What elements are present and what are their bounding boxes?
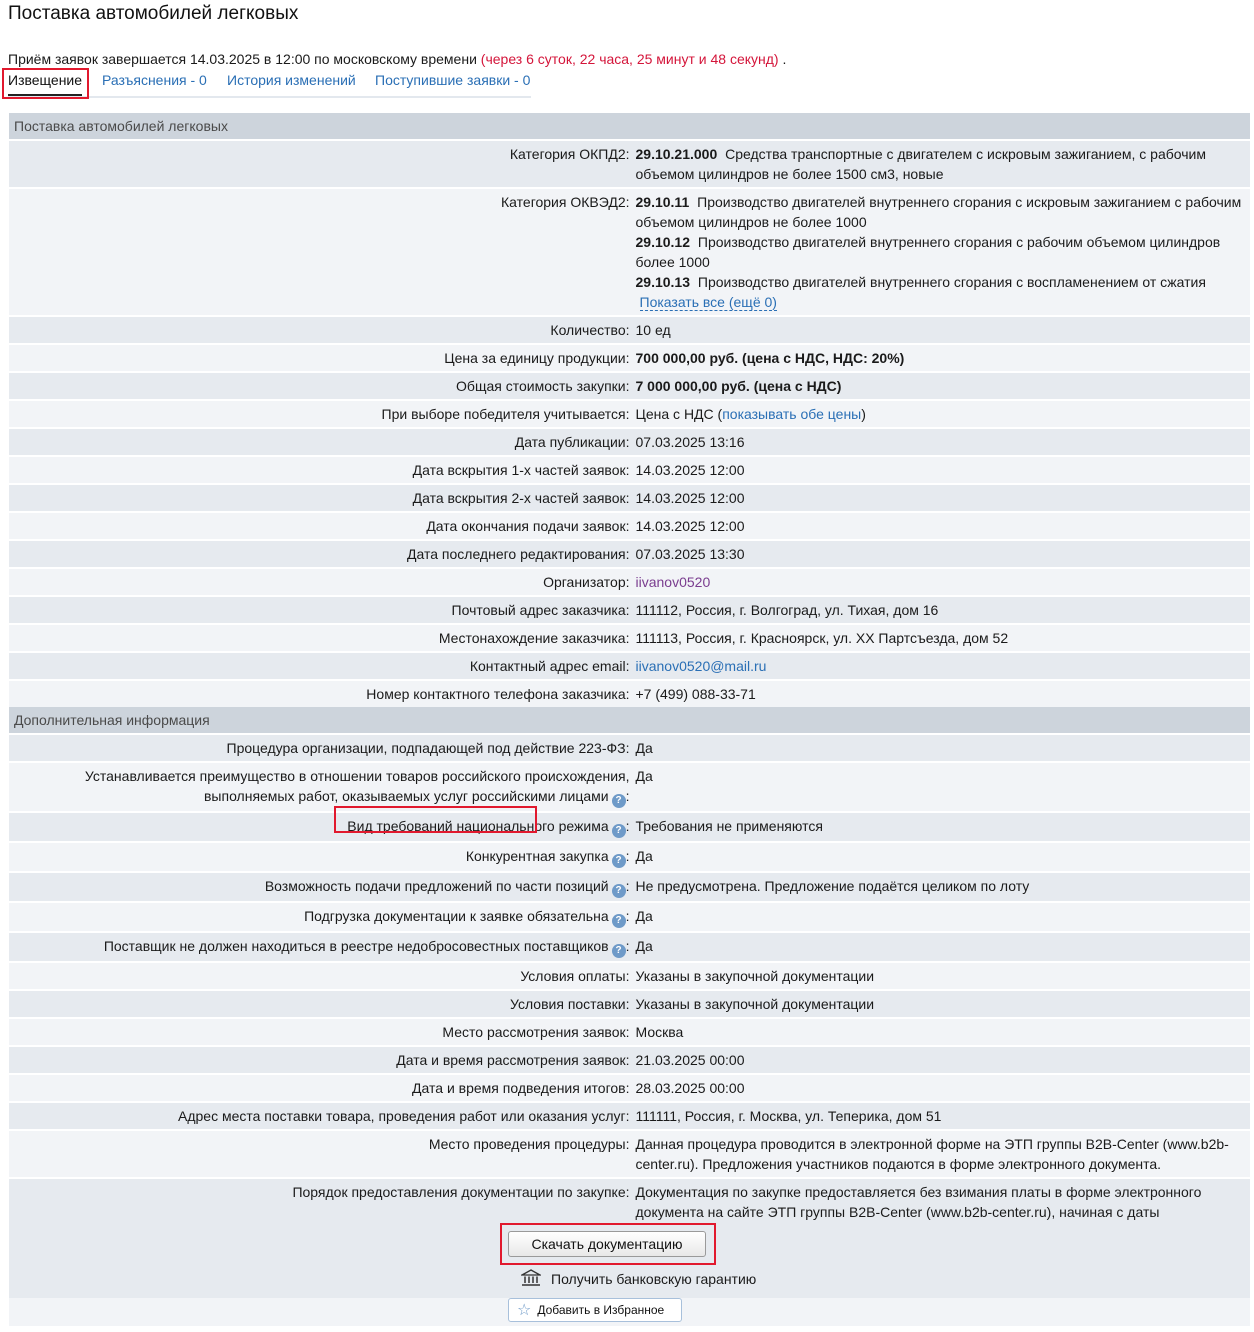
row-label-text: Конкурентная закупка (465, 848, 609, 864)
add-to-favorites-label: Добавить в Избранное (537, 1303, 665, 1317)
row-label-text: Возможность подачи предложений по части позиций (264, 878, 609, 894)
table-row (9, 734, 1250, 762)
table-row (9, 680, 1250, 707)
row-value: 07.03.2025 13:30 (630, 540, 1251, 568)
table-row (9, 1018, 1250, 1046)
tab-change-history[interactable]: История изменений (227, 72, 356, 88)
deadline-text: Приём заявок завершается 14.03.2025 в 12:00 по московскому времени (8, 51, 477, 67)
row-value: 14.03.2025 12:00 (630, 456, 1251, 484)
table-row (9, 902, 1250, 932)
tab-clarifications[interactable]: Разъяснения - 0 (102, 72, 207, 88)
okved2-code: 29.10.12 (635, 234, 690, 250)
row-value: 700 000,00 руб. (цена с НДС, НДС: 20%) (630, 344, 1251, 372)
row-label (9, 932, 630, 962)
table-row (9, 842, 1250, 872)
row-label (9, 762, 630, 812)
help-circle-icon[interactable]: ? (612, 884, 626, 898)
winner-criteria-close: ) (861, 406, 866, 422)
row-label: Дата вскрытия 2-х частей заявок: (9, 484, 630, 512)
row-label: Цена за единицу продукции: (9, 344, 630, 372)
deadline-suffix: . (782, 51, 787, 67)
show-all-link[interactable]: Показать все (ещё 0) (639, 294, 777, 310)
row-value: Документация по закупке предоставляется без взимания платы в форме электронного документа на сайте ЭТП группы B2B-Center (www.b2b-center.ru), начиная с даты (630, 1178, 1251, 1246)
row-label: Условия оплаты: (9, 962, 630, 990)
table-row (9, 540, 1250, 568)
row-value: Да (630, 902, 1251, 932)
row-value: Требования не применяются (630, 812, 1251, 842)
tab-received-bids[interactable]: Поступившие заявки - 0 (375, 72, 531, 88)
row-value (630, 652, 1251, 680)
label-colon: : (625, 878, 630, 894)
okpd2-code: 29.10.21.000 (635, 146, 718, 162)
row-value: Указаны в закупочной документации (630, 962, 1251, 990)
row-value: 111112, Россия, г. Волгоград, ул. Тихая, дом 16 (630, 596, 1251, 624)
table-row (9, 990, 1250, 1018)
table-row (9, 188, 1250, 316)
table-row (9, 1046, 1250, 1074)
table-row (9, 344, 1250, 372)
section-header-additional: Дополнительная информация (9, 707, 1250, 734)
bank-guarantee-label: Получить банковскую гарантию (551, 1271, 757, 1287)
table-row (9, 428, 1250, 456)
table-row (9, 1130, 1250, 1178)
label-colon: : (625, 848, 630, 864)
deadline-notice (8, 51, 786, 67)
row-value: 10 ед (630, 316, 1251, 344)
row-label: Дата и время подведения итогов: (9, 1074, 630, 1102)
bank-guarantee-link[interactable] (521, 1269, 756, 1287)
row-value (630, 568, 1251, 596)
row-value: Да (630, 734, 1251, 762)
tab-notice[interactable]: Извещение (8, 72, 83, 88)
row-label: Дата последнего редактирования: (9, 540, 630, 568)
row-value: 7 000 000,00 руб. (цена с НДС) (630, 372, 1251, 400)
help-circle-icon[interactable]: ? (612, 794, 626, 808)
table-row (9, 456, 1250, 484)
table-row (9, 962, 1250, 990)
table-row (9, 624, 1250, 652)
row-label: Процедура организации, подпадающей под действие 223-ФЗ: (9, 734, 630, 762)
table-row (9, 872, 1250, 902)
help-circle-icon[interactable]: ? (612, 914, 626, 928)
row-label: При выборе победителя учитывается: (9, 400, 630, 428)
table-row (9, 1102, 1250, 1130)
okved2-text: Производство двигателей внутреннего сгорания с воспламенением от сжатия (697, 274, 1206, 290)
row-label: Дата публикации: (9, 428, 630, 456)
help-circle-icon[interactable]: ? (612, 854, 626, 868)
section-header-main: Поставка автомобилей легковых (9, 113, 1250, 140)
table-row (9, 1074, 1250, 1102)
table-row (9, 400, 1250, 428)
row-label-text: Поставщик не должен находиться в реестре недобросовестных поставщиков (103, 938, 609, 954)
email-link[interactable]: iivanov0520@mail.ru (635, 658, 767, 674)
row-label-text: Подгрузка документации к заявке обязательна (304, 908, 609, 924)
row-value: 14.03.2025 12:00 (630, 484, 1251, 512)
row-label: Номер контактного телефона заказчика: (9, 680, 630, 707)
star-icon: ☆ (517, 1302, 532, 1319)
row-label: Категория ОКВЭД2: (9, 188, 630, 316)
row-value: Не предусмотрена. Предложение подаётся целиком по лоту (630, 872, 1251, 902)
row-value: 111111, Россия, г. Москва, ул. Теперика, дом 51 (630, 1102, 1251, 1130)
table-row (9, 316, 1250, 344)
table-row (9, 932, 1250, 962)
help-circle-icon[interactable]: ? (612, 824, 626, 838)
row-value (630, 400, 1251, 428)
row-value (630, 140, 1251, 188)
row-value: Да (630, 932, 1251, 962)
okpd2-text: Средства транспортные с двигателем с искровым зажиганием, с рабочим объемом цилиндров не более 1500 см3, новые (635, 146, 1206, 182)
procurement-info-table (9, 113, 1250, 1280)
row-label: Место рассмотрения заявок: (9, 1018, 630, 1046)
organizer-link[interactable]: iivanov0520 (635, 574, 711, 590)
okved2-code: 29.10.11 (635, 194, 690, 210)
row-value: Да (630, 762, 1251, 812)
row-label: Место проведения процедуры: (9, 1130, 630, 1178)
row-label: Порядок предоставления документации по закупке: (9, 1178, 630, 1246)
row-label: Дата окончания подачи заявок: (9, 512, 630, 540)
table-row (9, 762, 1250, 812)
add-to-favorites-button[interactable] (508, 1298, 682, 1322)
row-label: Дата и время рассмотрения заявок: (9, 1046, 630, 1074)
okved2-text: Производство двигателей внутреннего сгорания с рабочим объемом цилиндров более 1000 (635, 234, 1221, 270)
row-label: Адрес места поставки товара, проведения работ или оказания услуг: (9, 1102, 630, 1130)
row-label: Общая стоимость закупки: (9, 372, 630, 400)
row-value: 21.03.2025 00:00 (630, 1046, 1251, 1074)
show-both-prices-link[interactable]: показывать обе цены (722, 406, 862, 422)
row-label (9, 872, 630, 902)
table-row (9, 652, 1250, 680)
row-label (9, 902, 630, 932)
row-value (630, 188, 1251, 316)
bank-icon (521, 1269, 541, 1287)
table-row (9, 812, 1250, 842)
row-value: Да (630, 842, 1251, 872)
row-label-text: Вид требований национального режима (347, 818, 609, 834)
table-row (9, 484, 1250, 512)
row-label (9, 812, 630, 842)
row-label: Количество: (9, 316, 630, 344)
label-colon: : (625, 938, 630, 954)
row-label: Дата вскрытия 1-х частей заявок: (9, 456, 630, 484)
table-row (9, 140, 1250, 188)
help-circle-icon[interactable]: ? (612, 944, 626, 958)
row-value: 14.03.2025 12:00 (630, 512, 1251, 540)
label-colon: : (625, 908, 630, 924)
table-row (9, 596, 1250, 624)
okved2-text: Производство двигателей внутреннего сгорания с искровым зажиганием с рабочим объемом цилиндров не более 1000 (635, 194, 1242, 230)
label-colon: : (625, 818, 630, 834)
row-label: Местонахождение заказчика: (9, 624, 630, 652)
row-label: Организатор: (9, 568, 630, 596)
row-value: 28.03.2025 00:00 (630, 1074, 1251, 1102)
row-value: 07.03.2025 13:16 (630, 428, 1251, 456)
deadline-countdown: (через 6 суток, 22 часа, 25 минут и 48 секунд) (480, 51, 779, 67)
row-label: Условия поставки: (9, 990, 630, 1018)
okved2-code: 29.10.13 (635, 274, 690, 290)
label-colon: : (625, 788, 630, 804)
row-label-text: Устанавливается преимущество в отношении товаров российского происхождения, выполняемых работ, оказываемых услуг российскими лицами (84, 768, 630, 804)
row-label: Контактный адрес email: (9, 652, 630, 680)
row-value: Указаны в закупочной документации (630, 990, 1251, 1018)
row-value: Москва (630, 1018, 1251, 1046)
table-row (9, 512, 1250, 540)
tab-bar (8, 70, 531, 98)
page-title: Поставка автомобилей легковых (8, 3, 299, 24)
row-label (9, 842, 630, 872)
row-label: Почтовый адрес заказчика: (9, 596, 630, 624)
row-value: Данная процедура проводится в электронной форме на ЭТП группы B2B-Center (www.b2b-center.ru). Предложения участников подаются в форме электронного документа. (630, 1130, 1251, 1178)
table-row (9, 372, 1250, 400)
row-label: Категория ОКПД2: (9, 140, 630, 188)
row-value: +7 (499) 088-33-71 (630, 680, 1251, 707)
download-documentation-button[interactable]: Скачать документацию (508, 1231, 706, 1257)
table-row (9, 568, 1250, 596)
winner-criteria-text: Цена с НДС ( (635, 406, 723, 422)
row-value: 111113, Россия, г. Красноярск, ул. XX Партсъезда, дом 52 (630, 624, 1251, 652)
actions-area (9, 1228, 1250, 1326)
